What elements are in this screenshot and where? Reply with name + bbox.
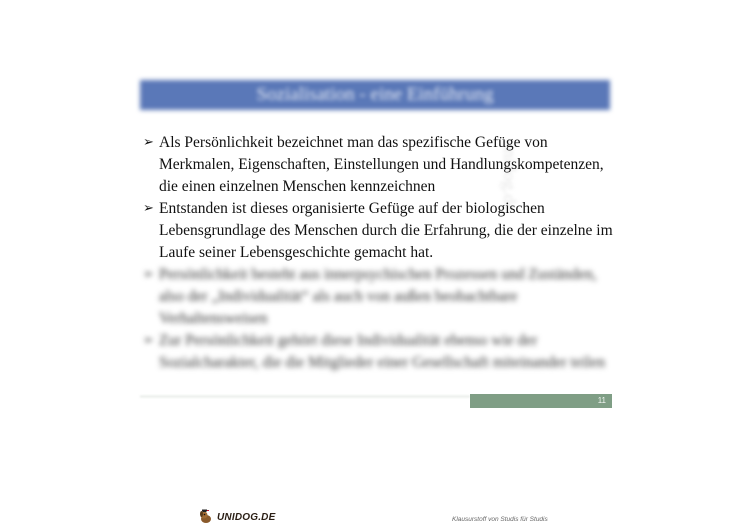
footer-divider bbox=[140, 396, 470, 397]
bullet-list bbox=[143, 132, 623, 374]
dog-icon bbox=[198, 509, 214, 525]
bullet-item bbox=[143, 198, 623, 264]
bullet-item-blurred bbox=[143, 330, 623, 374]
bullet-text: Als Persönlichkeit bezeichnet man das spezifische Gefüge von Merkmalen, Eigenschaften, Einstellungen und Handlungskompetenzen, die einen einzelnen Menschen kennzeichnen bbox=[159, 134, 604, 195]
bullet-text: Entstanden ist dieses organisierte Gefüge auf der biologischen Lebensgrundlage des Menschen durch die Erfahrung, die der einzelne im Laufe seiner Lebensgeschichte gemacht hat. bbox=[159, 200, 613, 261]
footer-note: Klausurstoff von Studis für Studis bbox=[452, 516, 548, 523]
slide-title: Sozialisation - eine Einführung bbox=[256, 84, 494, 105]
arrow-bullet-icon: ➢ bbox=[143, 333, 154, 348]
page-number: 11 bbox=[597, 396, 606, 405]
arrow-bullet-icon: ➢ bbox=[143, 267, 154, 282]
bullet-text: Zur Persönlichkeit gehört diese Individualität ebenso wie der Sozialcharakter, die die Mitglieder einer Gesellschaft miteinander teilen bbox=[159, 332, 606, 371]
bullet-text: Persönlichkeit besteht aus innerpsychischen Prozessen und Zuständen, also der „Individualität“ als auch von außen beobachtbare Verhaltensweisen bbox=[159, 266, 597, 327]
watermark: unidog.de bbox=[500, 140, 520, 212]
logo-text: UNIDOG.DE bbox=[217, 511, 276, 523]
arrow-bullet-icon: ➢ bbox=[143, 135, 154, 150]
bullet-item bbox=[143, 132, 623, 212]
page-number-bar bbox=[470, 394, 612, 408]
unidog-logo[interactable] bbox=[198, 508, 275, 526]
bullet-item-blurred bbox=[143, 264, 623, 330]
arrow-bullet-icon: ➢ bbox=[143, 201, 154, 216]
